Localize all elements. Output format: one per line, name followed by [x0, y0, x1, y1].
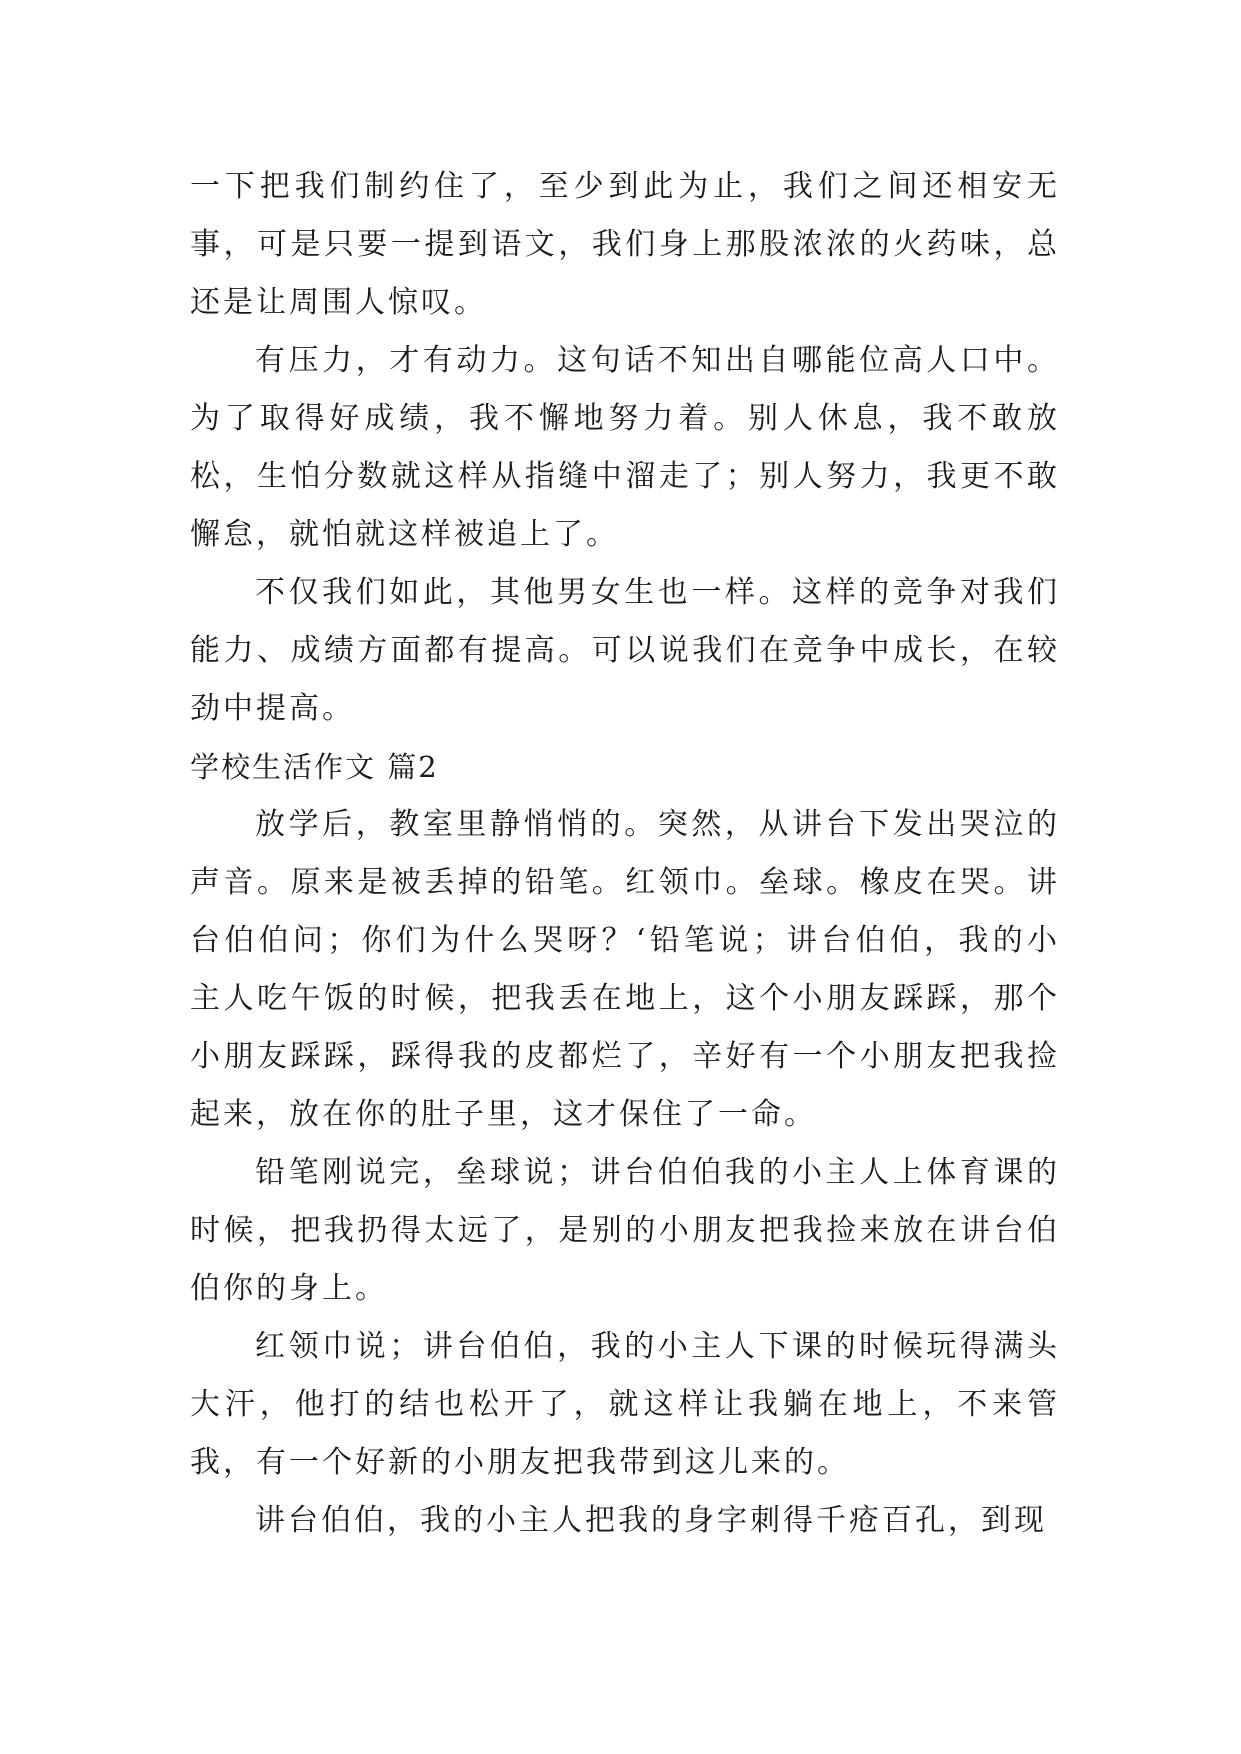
paragraph-pressure: 有压力，才有动力。这句话不知出自哪能位高人口中。为了取得好成绩，我不懈地努力着。别人休息，我不敢放松，生怕分数就这样从指缝中溜走了；别人努力，我更不敢懈怠，就怕就这样被追上了。 [190, 343, 1060, 552]
document-page [190, 158, 1060, 1550]
paragraph-after-school: 放学后，教室里静悄悄的。突然，从讲台下发出哭泣的声音。原来是被丢掉的铅笔。红领巾。垒球。橡皮在哭。讲台伯伯问；你们为什么哭呀？‘铅笔说；讲台伯伯，我的小主人吃午饭的时候，把我丢在地上，这个小朋友踩踩，那个小朋友踩踩，踩得我的皮都烂了，辛好有一个小朋友把我捡起来，放在你的肚子里，这才保住了一命。 [190, 807, 1060, 1132]
section-heading: 学校生活作文 篇2 [190, 750, 439, 784]
paragraph-pencil: 铅笔刚说完，垒球说；讲台伯伯我的小主人上体育课的时候，把我扔得太远了，是别的小朋友把我捡来放在讲台伯伯你的身上。 [190, 1155, 1060, 1306]
paragraph-eraser: 讲台伯伯，我的小主人把我的身字刺得千疮百孔，到现 [255, 1503, 1047, 1538]
paragraph-red-scarf: 红领巾说；讲台伯伯，我的小主人下课的时候玩得满头大汗，他打的结也松开了，就这样让我躺在地上，不来管我，有一个好新的小朋友把我带到这儿来的。 [190, 1329, 1060, 1480]
paragraph-continued: 一下把我们制约住了，至少到此为止，我们之间还相安无事，可是只要一提到语文，我们身上那股浓浓的火药味，总还是让周围人惊叹。 [190, 169, 1060, 320]
paragraph-competition: 不仅我们如此，其他男女生也一样。这样的竞争对我们能力、成绩方面都有提高。可以说我们在竞争中成长，在较劲中提高。 [190, 575, 1060, 726]
